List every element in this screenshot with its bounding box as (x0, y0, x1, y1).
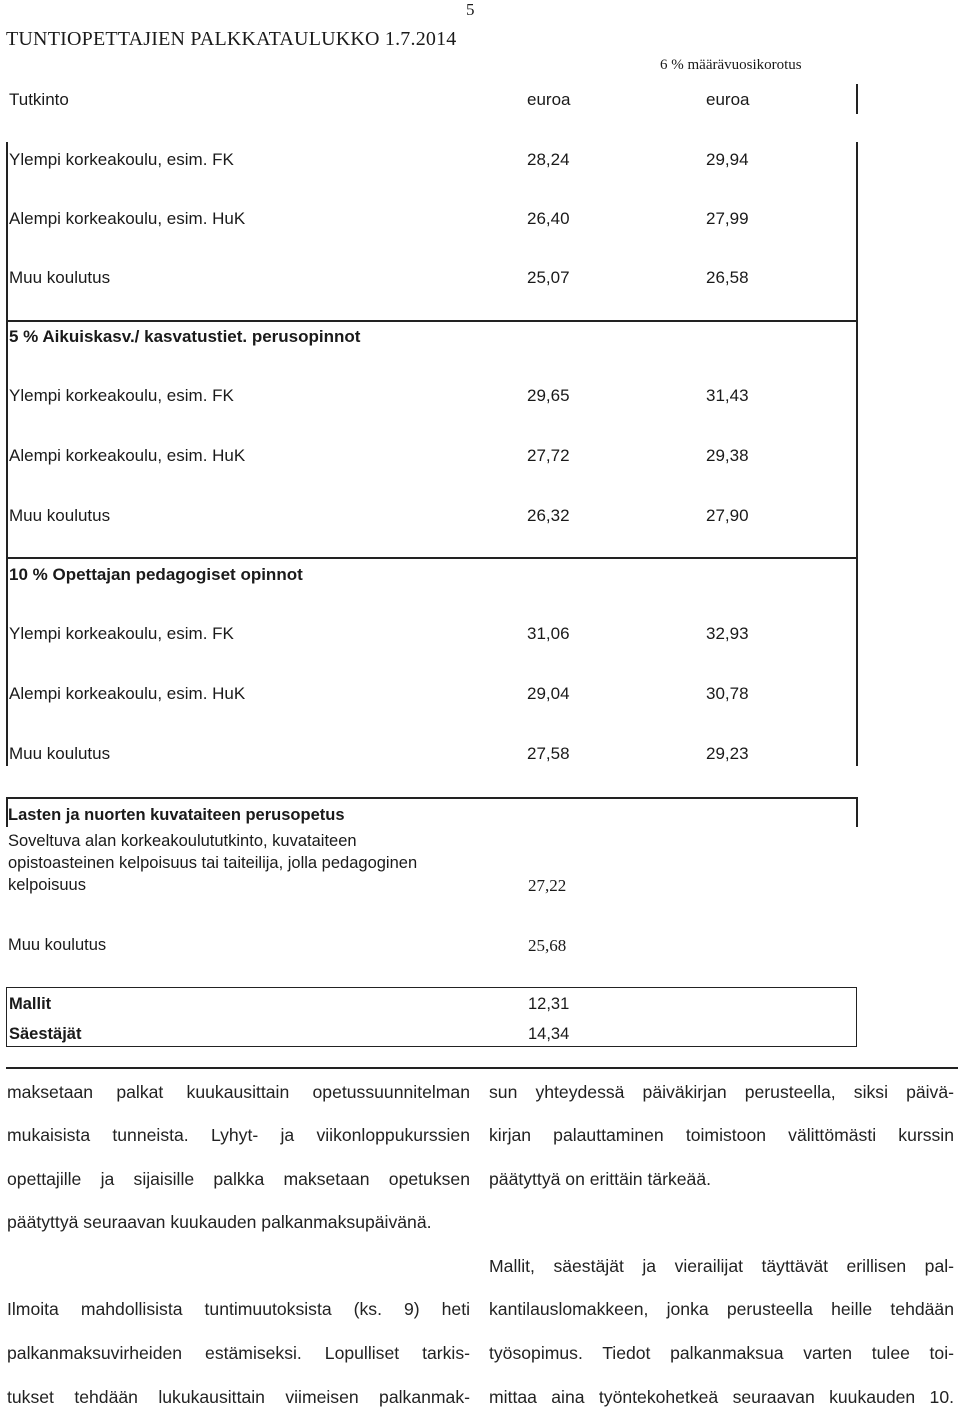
accompanists-value: 14,34 (528, 1025, 570, 1043)
body-line: tukset tehdään lukukausittain viimeisen palkanmak- (7, 1387, 470, 1407)
art-section-right-border (856, 797, 858, 827)
header-col1: euroa (527, 90, 571, 109)
table-row-value: 29,94 (706, 150, 749, 169)
table-row-value: 29,38 (706, 446, 749, 465)
section-heading-5: 5 % Aikuiskasv./ kasvatustiet. perusopinnot (9, 327, 361, 346)
table-row-value: 29,04 (527, 684, 570, 703)
page-number: 5 (466, 0, 475, 19)
art-description-line: kelpoisuus (8, 876, 86, 894)
raise-column-note: 6 % määrävuosikorotus (660, 57, 802, 73)
table-row-value: 27,99 (706, 209, 749, 228)
table-row-value: 32,93 (706, 624, 749, 643)
table-left-border (6, 142, 8, 766)
table-row-value: 27,90 (706, 506, 749, 525)
body-line: mittaa aina työntekohetkeä seuraavan kuukauden 10. (489, 1387, 954, 1407)
art-other-label: Muu koulutus (8, 936, 107, 954)
body-line: päätyttyä seuraavan kuukauden palkanmaksupäivänä. (7, 1212, 432, 1232)
table-row-label: Ylempi korkeakoulu, esim. FK (9, 386, 234, 405)
body-line: maksetaan palkat kuukausittain opetussuunnitelman (7, 1082, 470, 1102)
art-description-value: 27,22 (528, 876, 567, 895)
table-row-value: 30,78 (706, 684, 749, 703)
table-row-value: 25,07 (527, 268, 570, 287)
table-row-label: Alempi korkeakoulu, esim. HuK (9, 209, 246, 228)
body-line: palkanmaksuvirheiden estämiseksi. Lopulliset tarkis- (7, 1343, 470, 1363)
table-row-label: Muu koulutus (9, 506, 111, 525)
body-line: opettajille ja sijaisille palkka maksetaan opetuksen (7, 1169, 470, 1189)
body-divider (6, 1067, 958, 1069)
body-line: kirjan palauttaminen toimistoon välittömästi kurssin (489, 1125, 954, 1145)
table-row-label: Muu koulutus (9, 268, 111, 287)
table-row-label: Ylempi korkeakoulu, esim. FK (9, 150, 234, 169)
header-col2: euroa (706, 90, 750, 109)
table-row-value: 29,23 (706, 744, 749, 763)
table-right-border-top (856, 84, 858, 114)
accompanists-label: Säestäjät (9, 1025, 82, 1043)
body-line: sun yhteydessä päiväkirjan perusteella, siksi päivä- (489, 1082, 954, 1102)
document-title: TUNTIOPETTAJIEN PALKKATAULUKKO 1.7.2014 (6, 28, 457, 50)
table-right-border (856, 142, 858, 766)
table-row-label: Muu koulutus (9, 744, 111, 763)
table-row-value: 31,06 (527, 624, 570, 643)
art-heading: Lasten ja nuorten kuvataiteen perusopetus (8, 806, 345, 824)
section-divider-10 (6, 557, 858, 559)
models-box (6, 987, 857, 1047)
body-line: työsopimus. Tiedot palkanmaksua varten tulee toi- (489, 1343, 954, 1363)
table-row-value: 26,40 (527, 209, 570, 228)
section-heading-10: 10 % Opettajan pedagogiset opinnot (9, 565, 303, 584)
header-degree: Tutkinto (9, 90, 69, 109)
body-line: Mallit, säestäjät ja vierailijat täyttävät erillisen pal- (489, 1256, 954, 1276)
art-other-value: 25,68 (528, 936, 567, 955)
body-line: mukaisista tunneista. Lyhyt- ja viikonloppukurssien (7, 1125, 470, 1145)
art-description-line: Soveltuva alan korkeakoulututkinto, kuvataiteen (8, 832, 357, 850)
table-row-value: 28,24 (527, 150, 570, 169)
art-description-line: opistoasteinen kelpoisuus tai taiteilija, jolla pedagoginen (8, 854, 418, 872)
art-section-top-border (6, 797, 858, 799)
table-row-value: 29,65 (527, 386, 570, 405)
table-row-value: 31,43 (706, 386, 749, 405)
table-row-value: 27,72 (527, 446, 570, 465)
body-line: kantilauslomakkeen, jonka perusteella heille tehdään (489, 1299, 954, 1319)
table-row-value: 27,58 (527, 744, 570, 763)
section-divider-5 (6, 320, 858, 322)
table-row-label: Alempi korkeakoulu, esim. HuK (9, 446, 246, 465)
table-row-label: Ylempi korkeakoulu, esim. FK (9, 624, 234, 643)
table-row-value: 26,58 (706, 268, 749, 287)
models-value: 12,31 (528, 995, 570, 1013)
models-label: Mallit (9, 995, 52, 1013)
table-row-label: Alempi korkeakoulu, esim. HuK (9, 684, 246, 703)
body-line: päätyttyä on erittäin tärkeää. (489, 1169, 712, 1189)
table-row-value: 26,32 (527, 506, 570, 525)
body-line: Ilmoita mahdollisista tuntimuutoksista (ks. 9) heti (7, 1299, 470, 1319)
